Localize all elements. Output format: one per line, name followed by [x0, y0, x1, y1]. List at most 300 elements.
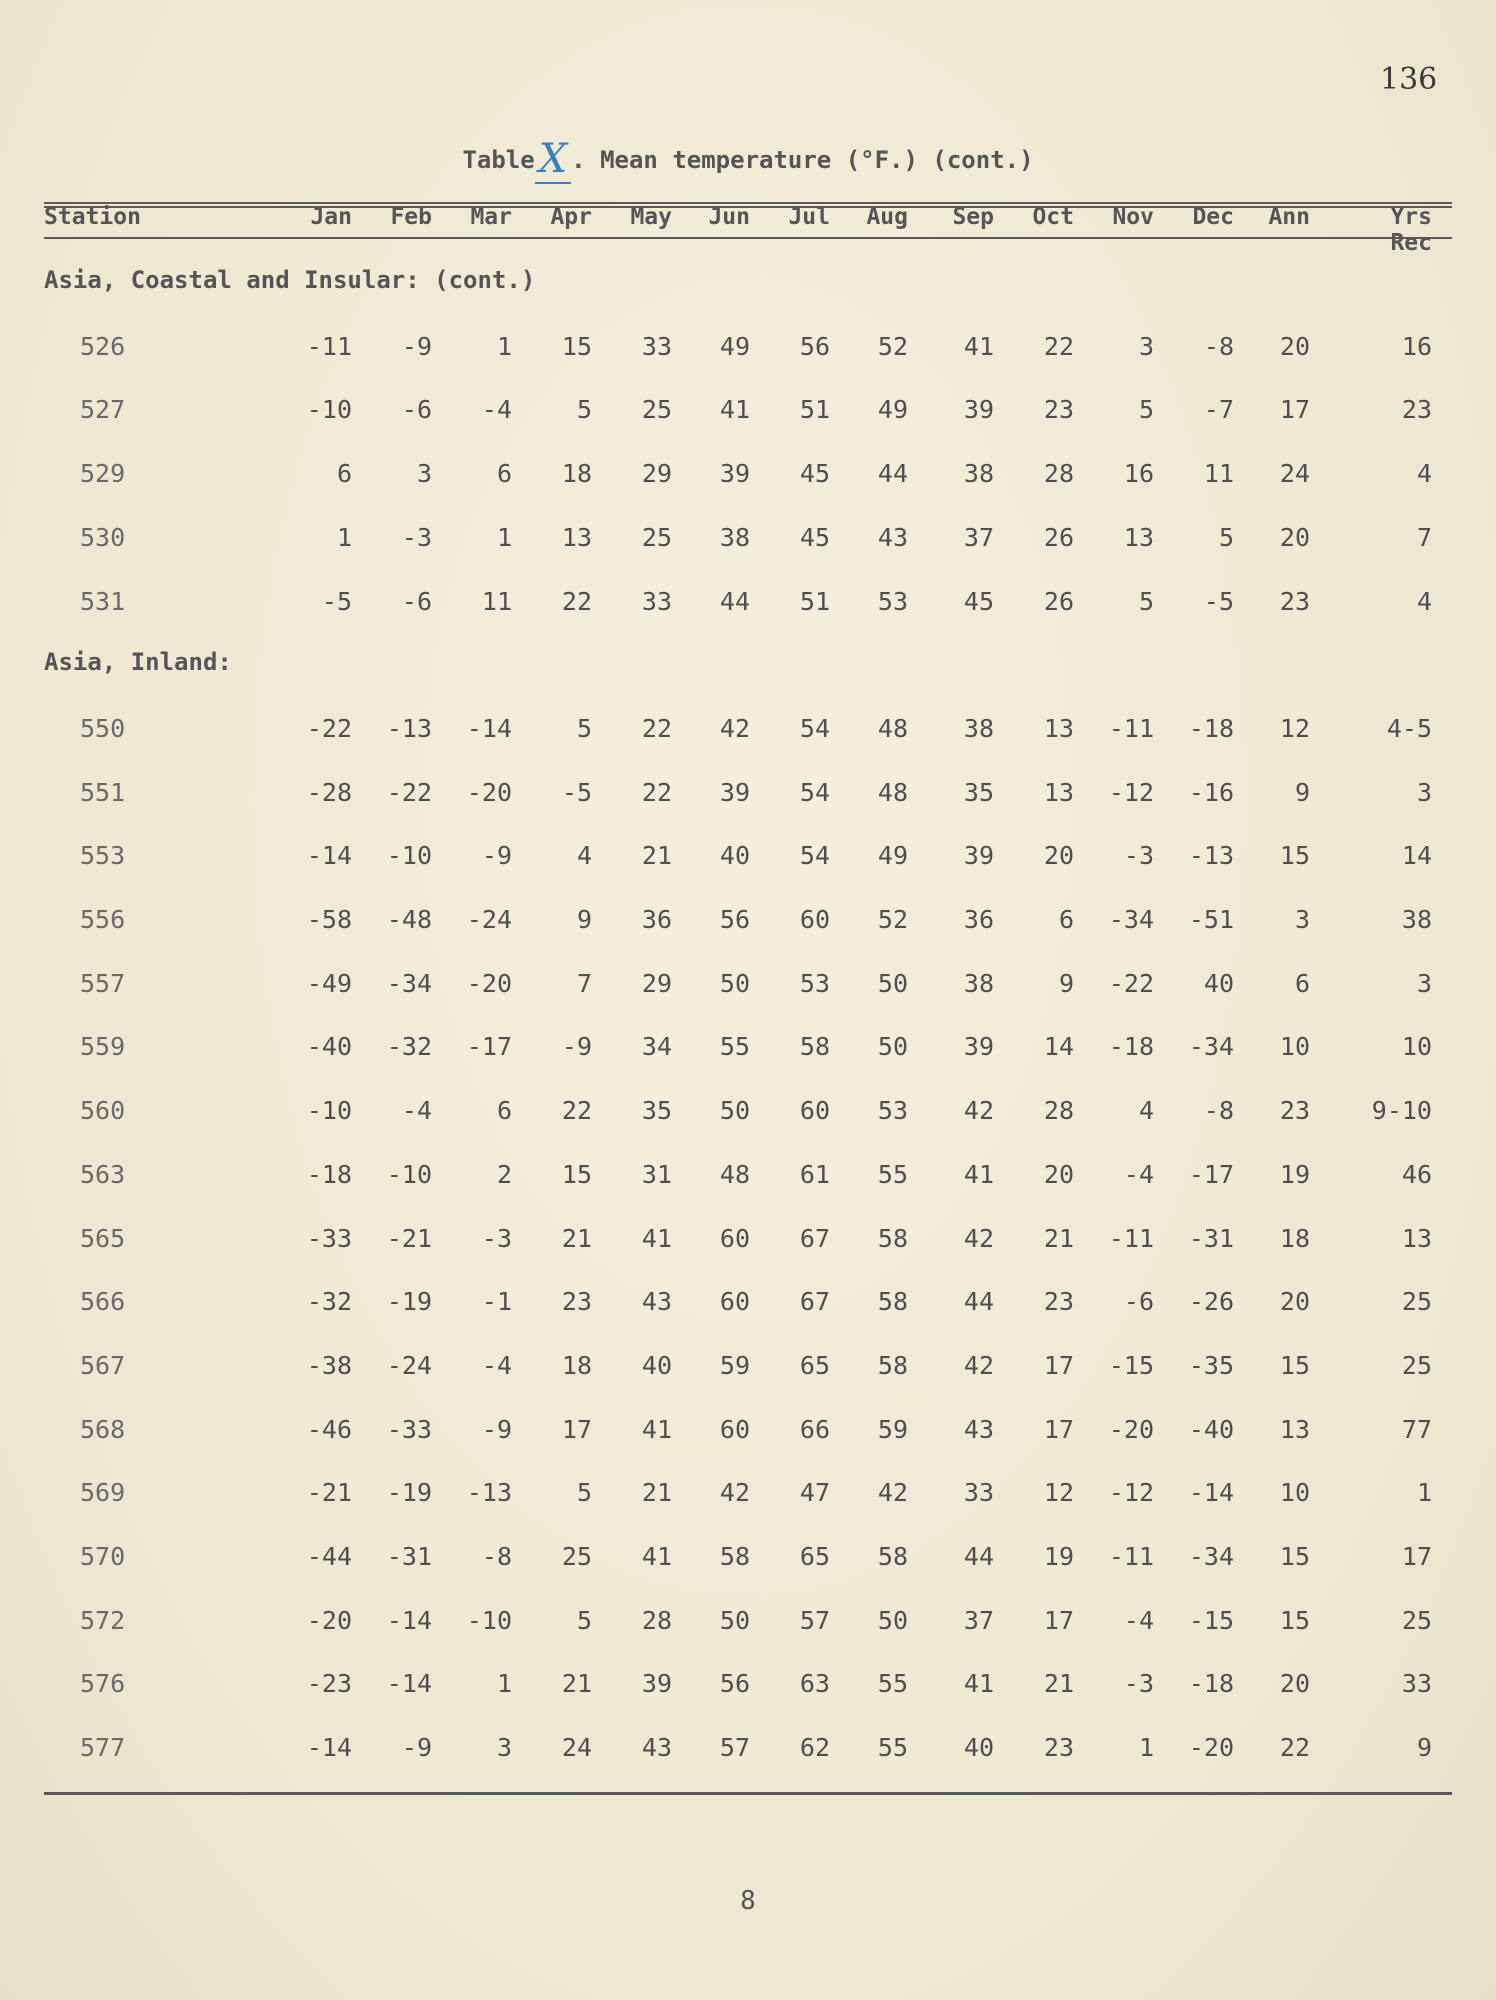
cell-apr: 21 — [561, 1223, 592, 1253]
cell-apr: 24 — [561, 1733, 592, 1763]
cell-dec: -20 — [1188, 1733, 1234, 1763]
cell-sep: 37 — [963, 1605, 994, 1635]
cell-yrs-rec: 14 — [1401, 841, 1432, 871]
cell-may: 43 — [641, 1733, 672, 1763]
title-text: . Mean temperature (°F.) (cont.) — [571, 146, 1034, 174]
cell-nov: -18 — [1108, 1032, 1154, 1062]
title-prefix: Table — [462, 146, 535, 174]
cell-ann: 9 — [1294, 777, 1310, 807]
cell-yrs-rec: 25 — [1401, 1605, 1432, 1635]
cell-mar: -17 — [466, 1032, 512, 1062]
cell-nov: -12 — [1108, 1478, 1154, 1508]
cell-sep: 42 — [963, 1223, 994, 1253]
cell-jun: 50 — [719, 1096, 750, 1126]
cell-aug: 52 — [877, 905, 908, 934]
cell-may: 41 — [641, 1542, 672, 1571]
cell-jul: 58 — [799, 1032, 830, 1062]
cell-oct: 9 — [1058, 968, 1074, 998]
cell-ann: 6 — [1294, 968, 1310, 998]
column-header-may: May — [630, 204, 672, 230]
cell-aug: 48 — [877, 713, 908, 743]
cell-aug: 59 — [877, 1414, 908, 1444]
station-id: 550 — [80, 713, 126, 743]
cell-may: 22 — [641, 777, 672, 807]
table-bottom-rule — [44, 1792, 1452, 1795]
cell-may: 41 — [641, 1223, 672, 1253]
cell-ann: 20 — [1279, 1287, 1310, 1317]
cell-sep: 40 — [963, 1733, 994, 1763]
cell-jul: 47 — [799, 1478, 830, 1508]
cell-apr: 18 — [561, 1350, 592, 1380]
column-header-jan: Jan — [310, 204, 352, 230]
cell-mar: -8 — [481, 1542, 512, 1571]
station-id: 576 — [80, 1669, 126, 1699]
cell-oct: 23 — [1043, 1733, 1074, 1763]
cell-feb: -10 — [386, 1159, 432, 1189]
cell-aug: 44 — [877, 459, 908, 489]
cell-jul: 61 — [799, 1159, 830, 1189]
cell-feb: -24 — [386, 1350, 432, 1380]
cell-jan: -21 — [306, 1478, 352, 1508]
cell-feb: -48 — [386, 905, 432, 934]
cell-dec: 40 — [1203, 968, 1234, 998]
cell-apr: 22 — [561, 1096, 592, 1126]
column-header-feb: Feb — [390, 204, 432, 230]
cell-jul: 56 — [799, 331, 830, 361]
cell-oct: 12 — [1043, 1478, 1074, 1508]
cell-oct: 13 — [1043, 777, 1074, 807]
cell-sep: 43 — [963, 1414, 994, 1444]
cell-apr: 9 — [576, 905, 592, 934]
cell-dec: -31 — [1188, 1223, 1234, 1253]
cell-yrs-rec: 16 — [1401, 331, 1432, 361]
cell-oct: 26 — [1043, 522, 1074, 552]
cell-feb: -3 — [401, 522, 432, 552]
cell-may: 33 — [641, 586, 672, 616]
cell-dec: -8 — [1203, 331, 1234, 361]
cell-mar: -10 — [466, 1605, 512, 1635]
cell-jun: 55 — [719, 1032, 750, 1062]
cell-apr: 23 — [561, 1287, 592, 1317]
cell-apr: 15 — [561, 331, 592, 361]
cell-nov: -15 — [1108, 1350, 1154, 1380]
cell-yrs-rec: 77 — [1401, 1414, 1432, 1444]
cell-feb: -19 — [386, 1478, 432, 1508]
cell-dec: -51 — [1188, 905, 1234, 934]
cell-dec: -34 — [1188, 1542, 1234, 1571]
cell-mar: 11 — [481, 586, 512, 616]
cell-ann: 23 — [1279, 586, 1310, 616]
cell-may: 31 — [641, 1159, 672, 1189]
station-id: 577 — [80, 1733, 126, 1763]
cell-aug: 43 — [877, 522, 908, 552]
cell-nov: -11 — [1108, 1223, 1154, 1253]
cell-may: 36 — [641, 905, 672, 934]
cell-jun: 60 — [719, 1414, 750, 1444]
column-header-station: Station — [44, 204, 141, 230]
cell-ann: 15 — [1279, 1605, 1310, 1635]
cell-jan: 1 — [336, 522, 352, 552]
cell-mar: 2 — [496, 1159, 512, 1189]
cell-sep: 42 — [963, 1350, 994, 1380]
column-header-jul: Jul — [788, 204, 830, 230]
cell-jan: -32 — [306, 1287, 352, 1317]
cell-sep: 44 — [963, 1542, 994, 1571]
cell-may: 40 — [641, 1350, 672, 1380]
title-roman-numeral: X — [535, 136, 571, 184]
cell-mar: -3 — [481, 1223, 512, 1253]
cell-ann: 20 — [1279, 1669, 1310, 1699]
cell-aug: 58 — [877, 1287, 908, 1317]
cell-dec: -35 — [1188, 1350, 1234, 1380]
station-id: 560 — [80, 1096, 126, 1126]
cell-jun: 44 — [719, 586, 750, 616]
cell-jul: 54 — [799, 841, 830, 871]
cell-apr: 5 — [576, 713, 592, 743]
cell-apr: 17 — [561, 1414, 592, 1444]
cell-mar: -9 — [481, 1414, 512, 1444]
cell-nov: 13 — [1123, 522, 1154, 552]
cell-jul: 54 — [799, 713, 830, 743]
cell-dec: -7 — [1203, 395, 1234, 425]
cell-jun: 42 — [719, 1478, 750, 1508]
cell-may: 28 — [641, 1605, 672, 1635]
cell-feb: -21 — [386, 1223, 432, 1253]
cell-aug: 58 — [877, 1350, 908, 1380]
column-header-ann: Ann — [1268, 204, 1310, 230]
cell-jul: 54 — [799, 777, 830, 807]
cell-feb: -14 — [386, 1605, 432, 1635]
cell-dec: 11 — [1203, 459, 1234, 489]
cell-may: 33 — [641, 331, 672, 361]
cell-nov: 16 — [1123, 459, 1154, 489]
cell-yrs-rec: 9 — [1416, 1733, 1432, 1763]
cell-ann: 22 — [1279, 1733, 1310, 1763]
cell-feb: -19 — [386, 1287, 432, 1317]
cell-oct: 13 — [1043, 713, 1074, 743]
cell-may: 29 — [641, 459, 672, 489]
cell-sep: 39 — [963, 1032, 994, 1062]
cell-apr: 7 — [576, 968, 592, 998]
cell-jun: 60 — [719, 1287, 750, 1317]
cell-jan: -46 — [306, 1414, 352, 1444]
cell-sep: 45 — [963, 586, 994, 616]
cell-oct: 20 — [1043, 1159, 1074, 1189]
cell-nov: 5 — [1138, 395, 1154, 425]
cell-jan: -18 — [306, 1159, 352, 1189]
cell-oct: 20 — [1043, 841, 1074, 871]
cell-jul: 67 — [799, 1223, 830, 1253]
cell-apr: 5 — [576, 1478, 592, 1508]
cell-sep: 33 — [963, 1478, 994, 1508]
cell-yrs-rec: 13 — [1401, 1223, 1432, 1253]
cell-mar: 1 — [496, 522, 512, 552]
cell-yrs-rec: 1 — [1416, 1478, 1432, 1508]
cell-jul: 66 — [799, 1414, 830, 1444]
cell-feb: 3 — [416, 459, 432, 489]
cell-feb: -10 — [386, 841, 432, 871]
cell-jun: 42 — [719, 713, 750, 743]
station-id: 526 — [80, 331, 126, 361]
cell-aug: 55 — [877, 1669, 908, 1699]
cell-aug: 49 — [877, 841, 908, 871]
cell-jul: 63 — [799, 1669, 830, 1699]
cell-mar: -9 — [481, 841, 512, 871]
column-header-oct: Oct — [1032, 204, 1074, 230]
column-header-mar: Mar — [470, 204, 512, 230]
cell-may: 39 — [641, 1669, 672, 1699]
cell-aug: 55 — [877, 1159, 908, 1189]
cell-mar: 6 — [496, 1096, 512, 1126]
cell-nov: -3 — [1123, 1669, 1154, 1699]
cell-dec: -34 — [1188, 1032, 1234, 1062]
cell-jan: -11 — [306, 331, 352, 361]
cell-may: 22 — [641, 713, 672, 743]
station-id: 569 — [80, 1478, 126, 1508]
cell-ann: 20 — [1279, 331, 1310, 361]
cell-feb: -13 — [386, 713, 432, 743]
cell-yrs-rec: 4-5 — [1386, 713, 1432, 743]
cell-jan: -22 — [306, 713, 352, 743]
cell-mar: 1 — [496, 331, 512, 361]
cell-feb: -6 — [401, 395, 432, 425]
cell-oct: 21 — [1043, 1669, 1074, 1699]
cell-sep: 38 — [963, 713, 994, 743]
cell-oct: 23 — [1043, 1287, 1074, 1317]
cell-jan: -58 — [306, 905, 352, 934]
cell-nov: -12 — [1108, 777, 1154, 807]
cell-jan: -14 — [306, 841, 352, 871]
cell-oct: 23 — [1043, 395, 1074, 425]
cell-apr: 5 — [576, 1605, 592, 1635]
cell-yrs-rec: 10 — [1401, 1032, 1432, 1062]
cell-ann: 15 — [1279, 1542, 1310, 1571]
cell-nov: -6 — [1123, 1287, 1154, 1317]
cell-apr: 15 — [561, 1159, 592, 1189]
station-id: 566 — [80, 1287, 126, 1317]
cell-jun: 57 — [719, 1733, 750, 1763]
cell-yrs-rec: 3 — [1416, 968, 1432, 998]
station-id: 568 — [80, 1414, 126, 1444]
station-id: 527 — [80, 395, 126, 425]
column-header-sep: Sep — [952, 204, 994, 230]
cell-oct: 26 — [1043, 586, 1074, 616]
cell-sep: 42 — [963, 1096, 994, 1126]
cell-jun: 49 — [719, 331, 750, 361]
column-header-dec: Dec — [1192, 204, 1234, 230]
cell-mar: -14 — [466, 713, 512, 743]
cell-yrs-rec: 46 — [1401, 1159, 1432, 1189]
cell-may: 43 — [641, 1287, 672, 1317]
cell-yrs-rec: 33 — [1401, 1669, 1432, 1699]
cell-may: 21 — [641, 1478, 672, 1508]
header-rule-bottom — [44, 237, 1452, 239]
cell-ann: 17 — [1279, 395, 1310, 425]
cell-dec: -13 — [1188, 841, 1234, 871]
cell-jul: 60 — [799, 905, 830, 934]
cell-nov: -11 — [1108, 1542, 1154, 1571]
cell-jan: -28 — [306, 777, 352, 807]
cell-nov: -3 — [1123, 841, 1154, 871]
cell-jun: 50 — [719, 1605, 750, 1635]
cell-dec: -17 — [1188, 1159, 1234, 1189]
cell-jun: 50 — [719, 968, 750, 998]
cell-apr: 13 — [561, 522, 592, 552]
cell-aug: 49 — [877, 395, 908, 425]
cell-may: 25 — [641, 395, 672, 425]
cell-oct: 21 — [1043, 1223, 1074, 1253]
cell-yrs-rec: 25 — [1401, 1287, 1432, 1317]
cell-dec: -40 — [1188, 1414, 1234, 1444]
cell-jun: 39 — [719, 777, 750, 807]
cell-feb: -34 — [386, 968, 432, 998]
cell-sep: 44 — [963, 1287, 994, 1317]
cell-sep: 39 — [963, 395, 994, 425]
cell-ann: 13 — [1279, 1414, 1310, 1444]
cell-may: 41 — [641, 1414, 672, 1444]
cell-apr: 5 — [576, 395, 592, 425]
cell-feb: -6 — [401, 586, 432, 616]
cell-ann: 10 — [1279, 1032, 1310, 1062]
cell-apr: 25 — [561, 1542, 592, 1571]
cell-dec: -15 — [1188, 1605, 1234, 1635]
cell-dec: -8 — [1203, 1096, 1234, 1126]
cell-ann: 24 — [1279, 459, 1310, 489]
cell-aug: 55 — [877, 1733, 908, 1763]
cell-oct: 6 — [1058, 905, 1074, 934]
cell-jan: -33 — [306, 1223, 352, 1253]
cell-yrs-rec: 25 — [1401, 1350, 1432, 1380]
cell-feb: -22 — [386, 777, 432, 807]
cell-may: 29 — [641, 968, 672, 998]
cell-sep: 38 — [963, 968, 994, 998]
station-id: 572 — [80, 1605, 126, 1635]
cell-ann: 15 — [1279, 1350, 1310, 1380]
cell-yrs-rec: 38 — [1401, 905, 1432, 934]
cell-jun: 41 — [719, 395, 750, 425]
cell-mar: -4 — [481, 395, 512, 425]
cell-apr: 4 — [576, 841, 592, 871]
cell-jan: -44 — [306, 1542, 352, 1571]
cell-jul: 67 — [799, 1287, 830, 1317]
cell-dec: -5 — [1203, 586, 1234, 616]
cell-sep: 39 — [963, 841, 994, 871]
cell-apr: -5 — [561, 777, 592, 807]
cell-jul: 60 — [799, 1096, 830, 1126]
cell-aug: 58 — [877, 1542, 908, 1571]
cell-feb: -31 — [386, 1542, 432, 1571]
cell-dec: 5 — [1218, 522, 1234, 552]
cell-jun: 59 — [719, 1350, 750, 1380]
cell-jul: 53 — [799, 968, 830, 998]
station-id: 559 — [80, 1032, 126, 1062]
cell-sep: 36 — [963, 905, 994, 934]
cell-dec: -16 — [1188, 777, 1234, 807]
cell-feb: -9 — [401, 331, 432, 361]
cell-oct: 17 — [1043, 1605, 1074, 1635]
section-heading: Asia, Coastal and Insular: (cont.) — [44, 266, 536, 294]
cell-ann: 12 — [1279, 713, 1310, 743]
cell-jun: 60 — [719, 1223, 750, 1253]
cell-apr: 18 — [561, 459, 592, 489]
column-header-jun: Jun — [708, 204, 750, 230]
footer-page-number: 8 — [740, 1886, 756, 1916]
cell-ann: 15 — [1279, 841, 1310, 871]
cell-jan: -10 — [306, 1096, 352, 1126]
cell-ann: 23 — [1279, 1096, 1310, 1126]
cell-mar: 1 — [496, 1669, 512, 1699]
cell-oct: 28 — [1043, 459, 1074, 489]
cell-yrs-rec: 3 — [1416, 777, 1432, 807]
cell-yrs-rec: 23 — [1401, 395, 1432, 425]
column-header-apr: Apr — [550, 204, 592, 230]
station-id: 570 — [80, 1542, 126, 1571]
cell-ann: 10 — [1279, 1478, 1310, 1508]
cell-feb: -33 — [386, 1414, 432, 1444]
cell-oct: 22 — [1043, 331, 1074, 361]
cell-nov: 3 — [1138, 331, 1154, 361]
cell-jul: 65 — [799, 1542, 830, 1571]
cell-sep: 41 — [963, 1159, 994, 1189]
station-id: 557 — [80, 968, 126, 998]
cell-nov: -20 — [1108, 1414, 1154, 1444]
cell-jan: 6 — [336, 459, 352, 489]
cell-feb: -9 — [401, 1733, 432, 1763]
cell-may: 35 — [641, 1096, 672, 1126]
cell-jun: 39 — [719, 459, 750, 489]
cell-apr: -9 — [561, 1032, 592, 1062]
cell-dec: -18 — [1188, 713, 1234, 743]
cell-nov: -34 — [1108, 905, 1154, 934]
cell-mar: 6 — [496, 459, 512, 489]
cell-oct: 17 — [1043, 1350, 1074, 1380]
cell-aug: 50 — [877, 1605, 908, 1635]
cell-jan: -10 — [306, 395, 352, 425]
cell-dec: -26 — [1188, 1287, 1234, 1317]
cell-mar: -24 — [466, 905, 512, 934]
station-id: 556 — [80, 905, 126, 934]
cell-nov: -4 — [1123, 1605, 1154, 1635]
cell-yrs-rec: 9-10 — [1371, 1096, 1432, 1126]
table-title — [0, 136, 1496, 182]
cell-mar: 3 — [496, 1733, 512, 1763]
cell-jan: -38 — [306, 1350, 352, 1380]
cell-jul: 51 — [799, 395, 830, 425]
cell-jan: -49 — [306, 968, 352, 998]
column-header-nov: Nov — [1112, 204, 1154, 230]
cell-oct: 28 — [1043, 1096, 1074, 1126]
cell-ann: 3 — [1294, 905, 1310, 934]
cell-jan: -20 — [306, 1605, 352, 1635]
cell-nov: -4 — [1123, 1159, 1154, 1189]
cell-sep: 37 — [963, 522, 994, 552]
station-id: 529 — [80, 459, 126, 489]
cell-feb: -4 — [401, 1096, 432, 1126]
cell-feb: -32 — [386, 1032, 432, 1062]
cell-sep: 41 — [963, 1669, 994, 1699]
cell-jul: 57 — [799, 1605, 830, 1635]
cell-nov: -11 — [1108, 713, 1154, 743]
cell-jul: 51 — [799, 586, 830, 616]
cell-yrs-rec: 17 — [1401, 1542, 1432, 1571]
cell-aug: 50 — [877, 1032, 908, 1062]
cell-aug: 53 — [877, 586, 908, 616]
cell-aug: 48 — [877, 777, 908, 807]
cell-mar: -4 — [481, 1350, 512, 1380]
column-header-aug: Aug — [866, 204, 908, 230]
cell-oct: 14 — [1043, 1032, 1074, 1062]
cell-jan: -40 — [306, 1032, 352, 1062]
